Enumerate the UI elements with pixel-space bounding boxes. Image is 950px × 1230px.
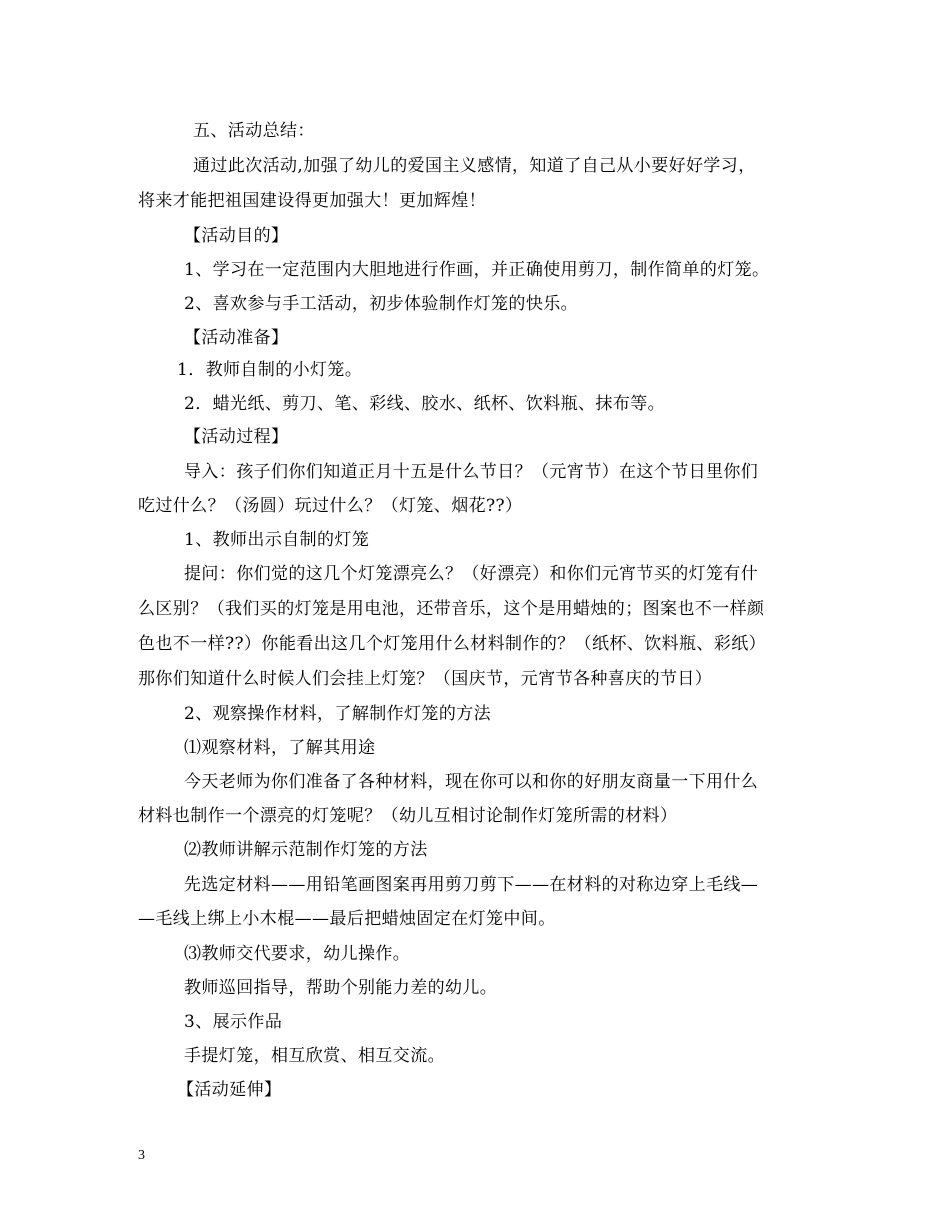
- paragraph-line: 么区别？（我们买的灯笼是用电池，还带音乐，这个是用蜡烛的；图案也不一样颜: [138, 599, 765, 619]
- paragraph-line: 色也不一样??）你能看出这几个灯笼用什么材料制作的？（纸杯、饮料瓶、彩纸）: [138, 634, 767, 654]
- paragraph-line: 吃过什么？（汤圆）玩过什么？（灯笼、烟花??）: [138, 496, 523, 516]
- paragraph-line: 今天老师为你们准备了各种材料，现在你可以和你的好朋友商量一下用什么: [184, 772, 759, 792]
- section-heading-preparation: 【活动准备】: [184, 328, 289, 348]
- paragraph-line: 那你们知道什么时候人们会挂上灯笼？（国庆节，元宵节各种喜庆的节日）: [138, 669, 713, 689]
- paragraph-line: 手提灯笼，相互欣赏、相互交流。: [184, 1046, 445, 1066]
- page-number: 3: [138, 1148, 145, 1163]
- list-item: 1、学习在一定范围内大胆地进行作画，并正确使用剪刀，制作简单的灯笼。: [184, 260, 770, 280]
- paragraph-line: 将来才能把祖国建设得更加强大！更加辉煌！: [138, 191, 486, 211]
- sub-step-heading: ⑵教师讲解示范制作灯笼的方法: [184, 840, 428, 860]
- paragraph-line: 提问：你们觉的这几个灯笼漂亮么？（好漂亮）和你们元宵节买的灯笼有什: [184, 564, 759, 584]
- list-item: 2．蜡光纸、剪刀、笔、彩线、胶水、纸杯、饮料瓶、抹布等。: [184, 394, 666, 414]
- paragraph-line: 先选定材料——用铅笔画图案再用剪刀剪下——在材料的对称边穿上毛线—: [184, 875, 759, 895]
- list-item: 2、喜欢参与手工活动，初步体验制作灯笼的快乐。: [184, 294, 579, 314]
- list-item: 1．教师自制的小灯笼。: [177, 360, 363, 380]
- paragraph-line: 教师巡回指导，帮助个别能力差的幼儿。: [184, 978, 498, 998]
- paragraph-line: 导入：孩子们你们知道正月十五是什么节日？（元宵节）在这个节日里你们: [184, 462, 759, 482]
- paragraph-line: 通过此次活动,加强了幼儿的爱国主义感情，知道了自己从小要好好学习，: [193, 156, 756, 176]
- sub-step-heading: ⑴观察材料，了解其用途: [184, 738, 376, 758]
- section-heading-goals: 【活动目的】: [184, 226, 289, 246]
- sub-step-heading: ⑶教师交代要求，幼儿操作。: [184, 944, 411, 964]
- paragraph-line: —毛线上绑上小木棍——最后把蜡烛固定在灯笼中间。: [138, 909, 556, 929]
- step-heading: 3、展示作品: [184, 1012, 283, 1032]
- section-heading-summary: 五、活动总结：: [193, 121, 315, 141]
- step-heading: 2、观察操作材料，了解制作灯笼的方法: [184, 704, 492, 724]
- step-heading: 1、教师出示自制的灯笼: [184, 530, 370, 550]
- section-heading-extension: 【活动延伸】: [177, 1080, 282, 1100]
- paragraph-line: 材料也制作一个漂亮的灯笼呢？（幼儿互相讨论制作灯笼所需的材料）: [138, 806, 678, 826]
- section-heading-process: 【活动过程】: [184, 427, 289, 447]
